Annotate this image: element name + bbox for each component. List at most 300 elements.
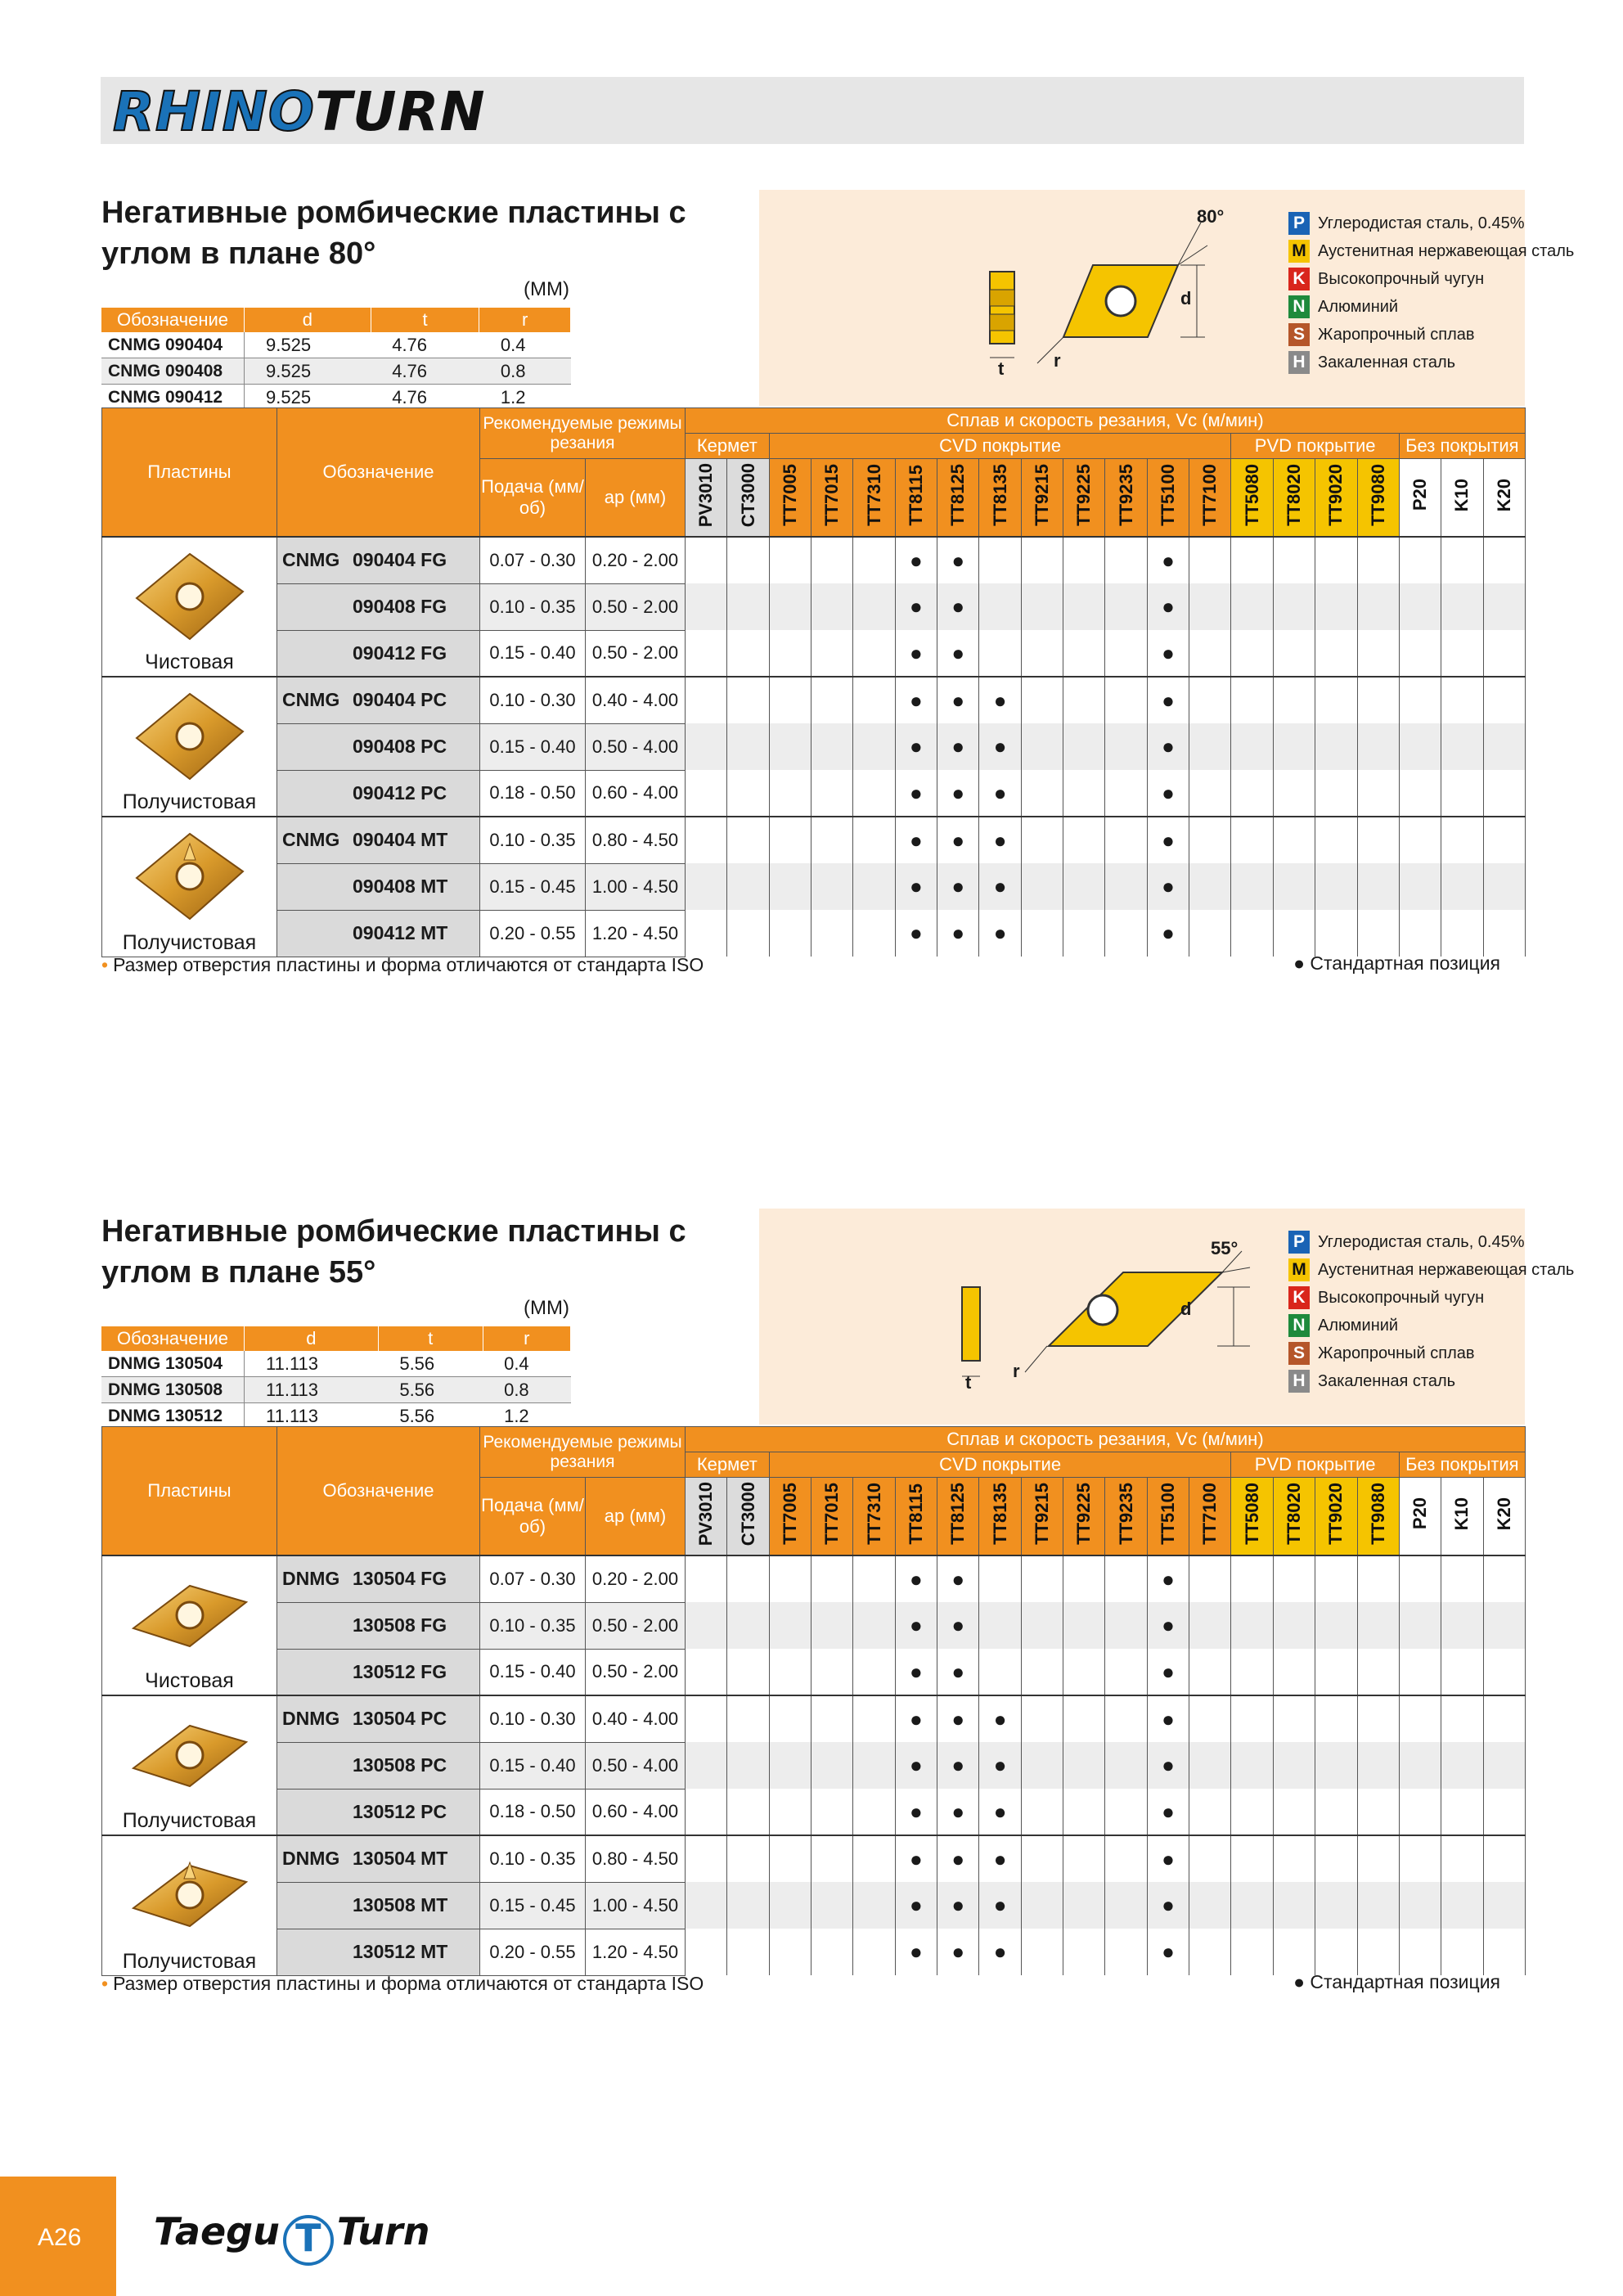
grade-cell bbox=[1105, 677, 1147, 723]
grade-cell bbox=[1231, 770, 1273, 817]
spec-cell: 11.113 bbox=[245, 1351, 379, 1377]
grade-cell bbox=[1315, 1649, 1357, 1695]
grade-cell bbox=[769, 1649, 811, 1695]
legend-label: Алюминий bbox=[1318, 1316, 1399, 1335]
series-label: DNMG bbox=[282, 1568, 340, 1590]
section-title-line2: углом в плане 80° bbox=[101, 236, 376, 271]
grade-header-k10 bbox=[1441, 459, 1483, 538]
brand-logo: RHINOTURN bbox=[113, 80, 486, 143]
grade-cell bbox=[1021, 1555, 1063, 1602]
grade-cell bbox=[853, 817, 895, 863]
feed-cell: 0.15 - 0.45 bbox=[480, 863, 586, 910]
standard-dot: ● bbox=[1147, 1602, 1189, 1649]
grade-label: PV3010 bbox=[695, 462, 717, 528]
legend-label: Аустенитная нержавеющая сталь bbox=[1318, 241, 1575, 260]
grade-header-tt9080 bbox=[1357, 459, 1399, 538]
grade-cell bbox=[1189, 1555, 1231, 1602]
standard-dot: ● bbox=[937, 630, 979, 677]
grade-cell bbox=[1273, 1695, 1315, 1742]
code-label: 090412 PC bbox=[353, 781, 447, 804]
grade-cell bbox=[1231, 1695, 1273, 1742]
grade-cell bbox=[1273, 723, 1315, 770]
designation-cell bbox=[277, 910, 480, 957]
standard-dot: ● bbox=[895, 1929, 937, 1975]
legend-item bbox=[1288, 1256, 1574, 1284]
grade-cell bbox=[769, 770, 811, 817]
legend-label: Углеродистая сталь, 0.45% bbox=[1318, 214, 1525, 232]
grade-header-tt9080 bbox=[1357, 1478, 1399, 1556]
grade-cell bbox=[812, 817, 853, 863]
spec-cell: DNMG 130508 bbox=[101, 1377, 245, 1403]
grade-cell bbox=[1399, 1882, 1441, 1929]
grade-cell bbox=[1357, 1929, 1399, 1975]
grade-cell bbox=[1231, 1789, 1273, 1835]
grade-cell bbox=[1399, 583, 1441, 630]
grade-cell bbox=[1273, 817, 1315, 863]
units-label: (ММ) bbox=[524, 278, 569, 300]
grade-cell bbox=[1063, 537, 1105, 583]
grade-cell bbox=[727, 1602, 769, 1649]
grade-cell bbox=[1273, 863, 1315, 910]
grade-cell bbox=[1273, 583, 1315, 630]
grade-cell bbox=[1357, 537, 1399, 583]
grade-cell bbox=[686, 863, 727, 910]
grade-label: K10 bbox=[1451, 478, 1472, 512]
grade-cell bbox=[1441, 1649, 1483, 1695]
grade-label: TT9080 bbox=[1367, 464, 1388, 526]
standard-dot: ● bbox=[937, 1649, 979, 1695]
standard-dot: ● bbox=[979, 677, 1021, 723]
cutting-type-label: Получистовая bbox=[122, 1949, 257, 1973]
legend-letter: H bbox=[1288, 1370, 1310, 1393]
grade-cell bbox=[1357, 1602, 1399, 1649]
grade-cell bbox=[1399, 910, 1441, 957]
grade-cell bbox=[769, 1742, 811, 1789]
grade-cell bbox=[769, 910, 811, 957]
grade-header-tt9235 bbox=[1105, 1478, 1147, 1556]
code-label: 130512 FG bbox=[353, 1660, 447, 1682]
grade-cell bbox=[686, 583, 727, 630]
grade-cell bbox=[812, 1649, 853, 1695]
grade-cell bbox=[1021, 583, 1063, 630]
spec-cell: 0.8 bbox=[479, 358, 571, 385]
grade-label: TT9235 bbox=[1115, 464, 1136, 526]
dim-r-label: r bbox=[1054, 350, 1061, 371]
standard-dot: ● bbox=[895, 817, 937, 863]
recommended-header: Рекомендуемые режимы резания bbox=[480, 1427, 686, 1478]
grade-cell bbox=[1105, 1789, 1147, 1835]
standard-dot: ● bbox=[979, 863, 1021, 910]
grade-cell bbox=[853, 1789, 895, 1835]
grade-label: TT8020 bbox=[1283, 1483, 1304, 1545]
grade-cell bbox=[812, 1929, 853, 1975]
code-label: 090408 FG bbox=[353, 596, 447, 617]
grade-header-k20 bbox=[1483, 1478, 1525, 1556]
spec-cell: 0.8 bbox=[483, 1377, 570, 1403]
grade-cell bbox=[1189, 1929, 1231, 1975]
standard-dot: ● bbox=[895, 583, 937, 630]
grade-cell bbox=[1189, 910, 1231, 957]
feed-cell: 0.15 - 0.45 bbox=[480, 1882, 586, 1929]
iso-note bbox=[101, 954, 704, 976]
designation-cell bbox=[277, 583, 480, 630]
grade-cell bbox=[1105, 537, 1147, 583]
designation-cell bbox=[277, 863, 480, 910]
legend-label: Жаропрочный сплав bbox=[1318, 325, 1475, 344]
grade-cell bbox=[1063, 1602, 1105, 1649]
grade-cell bbox=[1105, 863, 1147, 910]
grade-cell bbox=[1063, 770, 1105, 817]
standard-dot: ● bbox=[895, 630, 937, 677]
grade-header-tt7015 bbox=[812, 459, 853, 538]
designation-cell bbox=[277, 537, 480, 583]
grade-cell bbox=[853, 1649, 895, 1695]
grade-header-tt8125 bbox=[937, 1478, 979, 1556]
grade-cell bbox=[1399, 1555, 1441, 1602]
grade-cell bbox=[1441, 630, 1483, 677]
legend-item bbox=[1288, 1228, 1574, 1256]
grade-label: TT7100 bbox=[1199, 1483, 1221, 1545]
table-row bbox=[102, 1789, 1526, 1835]
grade-cell bbox=[812, 1742, 853, 1789]
grade-cell bbox=[1021, 1835, 1063, 1882]
recommended-header: Рекомендуемые режимы резания bbox=[480, 408, 686, 459]
designation-header: Обозначение bbox=[277, 408, 480, 538]
standard-dot: ● bbox=[895, 1695, 937, 1742]
grade-cell bbox=[727, 1555, 769, 1602]
grade-header-tt7015 bbox=[812, 1478, 853, 1556]
insert-image-cell bbox=[102, 677, 277, 817]
grade-cell bbox=[1105, 1835, 1147, 1882]
grade-header-tt7310 bbox=[853, 459, 895, 538]
code-label: 090412 MT bbox=[353, 922, 448, 943]
grade-header-tt8020 bbox=[1273, 459, 1315, 538]
grade-cell bbox=[769, 817, 811, 863]
grade-cell bbox=[1189, 1835, 1231, 1882]
grade-cell bbox=[1315, 1882, 1357, 1929]
table-row bbox=[102, 770, 1526, 817]
grade-cell bbox=[1021, 770, 1063, 817]
legend-letter: P bbox=[1288, 1231, 1310, 1254]
grade-cell bbox=[1063, 630, 1105, 677]
insert-dimension-diagram bbox=[759, 1209, 1283, 1425]
spec-header-row bbox=[101, 1326, 571, 1351]
grade-cell bbox=[1357, 1649, 1399, 1695]
code-label: 130508 FG bbox=[353, 1614, 447, 1636]
grade-header-tt5080 bbox=[1231, 459, 1273, 538]
footer-logo: Taegu T Turn bbox=[154, 2209, 429, 2266]
grade-cell bbox=[1273, 630, 1315, 677]
standard-dot: ● bbox=[937, 583, 979, 630]
grade-cell bbox=[1063, 1649, 1105, 1695]
spec-cell: 9.525 bbox=[245, 358, 371, 385]
grade-cell bbox=[1063, 910, 1105, 957]
grade-cell bbox=[1105, 583, 1147, 630]
cutting-type-label: Получистовая bbox=[122, 930, 257, 954]
insert-image-cell bbox=[102, 817, 277, 957]
grade-cell bbox=[979, 1602, 1021, 1649]
designation-cell bbox=[277, 1695, 480, 1742]
grade-cell bbox=[1021, 910, 1063, 957]
standard-dot: ● bbox=[1147, 1695, 1189, 1742]
ap-cell: 0.50 - 2.00 bbox=[586, 1602, 686, 1649]
grade-cell bbox=[1273, 1882, 1315, 1929]
spec-header-row bbox=[101, 308, 571, 332]
designation-cell bbox=[277, 1882, 480, 1929]
grade-cell bbox=[1231, 723, 1273, 770]
grade-cell bbox=[1315, 583, 1357, 630]
grade-cell bbox=[727, 1789, 769, 1835]
grade-cell bbox=[686, 537, 727, 583]
material-legend bbox=[1288, 1228, 1574, 1395]
grade-cell bbox=[1399, 1789, 1441, 1835]
grade-cell bbox=[1315, 677, 1357, 723]
ap-header: ap (мм) bbox=[586, 459, 686, 538]
spec-header-cell: t bbox=[378, 1326, 483, 1351]
standard-dot: ● bbox=[895, 1882, 937, 1929]
grade-cell bbox=[853, 630, 895, 677]
standard-dot: ● bbox=[937, 677, 979, 723]
grade-cell bbox=[1063, 1695, 1105, 1742]
grade-header-tt8020 bbox=[1273, 1478, 1315, 1556]
standard-dot: ● bbox=[895, 770, 937, 817]
insert-image-cell bbox=[102, 1555, 277, 1695]
code-label: 130504 FG bbox=[353, 1568, 447, 1590]
grade-cell bbox=[812, 863, 853, 910]
grade-label: CT3000 bbox=[737, 1481, 758, 1546]
standard-dot: ● bbox=[979, 1835, 1021, 1882]
cvd-header: CVD покрытие bbox=[769, 434, 1231, 459]
section-title-line2: углом в плане 55° bbox=[101, 1255, 376, 1290]
grade-header-pv3010 bbox=[686, 459, 727, 538]
grade-header-tt8115 bbox=[895, 459, 937, 538]
grade-label: TT5100 bbox=[1157, 1483, 1178, 1545]
grade-cell bbox=[1357, 583, 1399, 630]
grade-cell bbox=[1315, 1555, 1357, 1602]
grade-cell bbox=[1231, 1555, 1273, 1602]
spec-cell: 4.76 bbox=[371, 332, 479, 358]
grade-cell bbox=[1357, 910, 1399, 957]
grade-cell bbox=[1021, 1789, 1063, 1835]
grade-cell bbox=[1315, 770, 1357, 817]
legend-letter: H bbox=[1288, 351, 1310, 374]
spec-cell: 5.56 bbox=[378, 1377, 483, 1403]
grade-cell bbox=[686, 677, 727, 723]
feed-cell: 0.10 - 0.35 bbox=[480, 1835, 586, 1882]
grade-cell bbox=[1105, 1649, 1147, 1695]
grade-cell bbox=[686, 1742, 727, 1789]
grade-label: K20 bbox=[1493, 1497, 1514, 1531]
designation-cell bbox=[277, 770, 480, 817]
standard-dot: ● bbox=[979, 1929, 1021, 1975]
grade-label: TT8125 bbox=[947, 464, 969, 526]
grade-cell bbox=[1441, 537, 1483, 583]
grade-cell bbox=[1105, 817, 1147, 863]
grade-cell bbox=[1441, 1789, 1483, 1835]
grade-cell bbox=[1273, 537, 1315, 583]
spec-cell: 4.76 bbox=[371, 358, 479, 385]
grade-cell bbox=[1021, 863, 1063, 910]
grade-label: TT7015 bbox=[821, 1483, 843, 1545]
note-bullet: • bbox=[101, 954, 109, 975]
grade-cell bbox=[1273, 1789, 1315, 1835]
grade-cell bbox=[1063, 1882, 1105, 1929]
grade-cell bbox=[1483, 817, 1525, 863]
feed-cell: 0.15 - 0.40 bbox=[480, 1742, 586, 1789]
table-row bbox=[102, 677, 1526, 723]
grade-cell bbox=[1189, 1742, 1231, 1789]
grade-cell bbox=[1399, 677, 1441, 723]
grade-cell bbox=[979, 1649, 1021, 1695]
standard-dot: ● bbox=[1147, 1742, 1189, 1789]
feed-header: Подача (мм/об) bbox=[480, 459, 586, 538]
grade-header-k10 bbox=[1441, 1478, 1483, 1556]
pvd-header: PVD покрытие bbox=[1231, 1452, 1399, 1478]
grade-cell bbox=[979, 1555, 1021, 1602]
grade-cell bbox=[1063, 677, 1105, 723]
code-label: 090412 FG bbox=[353, 642, 447, 664]
legend-label: Высокопрочный чугун bbox=[1318, 269, 1485, 288]
grade-label: P20 bbox=[1409, 479, 1431, 511]
grade-cell bbox=[1483, 1882, 1525, 1929]
code-label: 130512 MT bbox=[353, 1941, 448, 1962]
grade-header-tt9235 bbox=[1105, 459, 1147, 538]
spec-cell: 9.525 bbox=[245, 332, 371, 358]
grade-cell bbox=[1273, 1649, 1315, 1695]
grade-label: TT7005 bbox=[779, 1483, 800, 1545]
feed-cell: 0.10 - 0.35 bbox=[480, 583, 586, 630]
feed-cell: 0.20 - 0.55 bbox=[480, 910, 586, 957]
section-55 bbox=[0, 1117, 1623, 2140]
grade-cell bbox=[1441, 863, 1483, 910]
dim-d-label: d bbox=[1180, 288, 1192, 308]
grade-cell bbox=[1231, 1929, 1273, 1975]
grade-cell bbox=[1231, 537, 1273, 583]
grade-label: TT5100 bbox=[1157, 464, 1178, 526]
grade-cell bbox=[686, 1555, 727, 1602]
grade-label: K10 bbox=[1451, 1497, 1472, 1531]
grade-cell bbox=[1441, 583, 1483, 630]
designation-cell bbox=[277, 817, 480, 863]
standard-dot: ● bbox=[1147, 723, 1189, 770]
ap-cell: 0.20 - 2.00 bbox=[586, 537, 686, 583]
insert-image-cell bbox=[102, 1695, 277, 1835]
standard-dot: ● bbox=[1147, 583, 1189, 630]
standard-dot: ● bbox=[895, 1602, 937, 1649]
section-title bbox=[101, 1211, 686, 1293]
grade-cell bbox=[853, 723, 895, 770]
code-label: 090404 FG bbox=[353, 549, 447, 571]
spec-cell: 11.113 bbox=[245, 1377, 379, 1403]
grade-cell bbox=[1441, 1742, 1483, 1789]
grade-cell bbox=[1063, 1835, 1105, 1882]
grade-cell bbox=[1483, 677, 1525, 723]
standard-dot: ● bbox=[1147, 910, 1189, 957]
grade-cell bbox=[853, 910, 895, 957]
grade-cell bbox=[1231, 677, 1273, 723]
standard-dot: ● bbox=[1147, 677, 1189, 723]
code-label: 130508 MT bbox=[353, 1894, 448, 1916]
grade-label: TT7005 bbox=[779, 464, 800, 526]
units-label: (ММ) bbox=[524, 1297, 569, 1319]
grade-header-tt9225 bbox=[1063, 1478, 1105, 1556]
pvd-header: PVD покрытие bbox=[1231, 434, 1399, 459]
feed-cell: 0.10 - 0.30 bbox=[480, 677, 586, 723]
grade-header-p20 bbox=[1399, 1478, 1441, 1556]
grade-header-tt9225 bbox=[1063, 459, 1105, 538]
uncoated-header: Без покрытия bbox=[1399, 1452, 1525, 1478]
grade-cell bbox=[1441, 1555, 1483, 1602]
grade-header-tt7100 bbox=[1189, 1478, 1231, 1556]
grade-cell bbox=[853, 1695, 895, 1742]
grade-cell bbox=[1189, 817, 1231, 863]
grade-cell bbox=[1273, 1602, 1315, 1649]
grade-cell bbox=[1441, 1882, 1483, 1929]
iso-note bbox=[101, 1973, 704, 1995]
feed-cell: 0.07 - 0.30 bbox=[480, 537, 586, 583]
uncoated-header: Без покрытия bbox=[1399, 434, 1525, 459]
grade-cell bbox=[1357, 630, 1399, 677]
grade-cell bbox=[769, 1882, 811, 1929]
grade-cell bbox=[1483, 1555, 1525, 1602]
grade-label: TT8115 bbox=[905, 464, 926, 526]
grade-cell bbox=[1021, 630, 1063, 677]
grade-cell bbox=[1399, 1695, 1441, 1742]
grade-cell bbox=[1315, 1789, 1357, 1835]
grade-cell bbox=[727, 910, 769, 957]
grade-cell bbox=[812, 537, 853, 583]
inserts-header: Пластины bbox=[102, 1427, 277, 1556]
standard-dot: ● bbox=[895, 1555, 937, 1602]
grade-header-tt5100 bbox=[1147, 1478, 1189, 1556]
grade-cell bbox=[979, 537, 1021, 583]
grade-header-tt9020 bbox=[1315, 1478, 1357, 1556]
grade-label: TT7310 bbox=[863, 1483, 884, 1545]
grade-cell bbox=[1273, 1929, 1315, 1975]
ap-cell: 0.80 - 4.50 bbox=[586, 1835, 686, 1882]
spec-row bbox=[101, 1403, 571, 1429]
insert-image-icon bbox=[132, 1568, 248, 1663]
grade-cell bbox=[1273, 677, 1315, 723]
grade-cell bbox=[1357, 1789, 1399, 1835]
grade-cell bbox=[1231, 1882, 1273, 1929]
grade-cell bbox=[812, 1835, 853, 1882]
grade-cell bbox=[853, 1602, 895, 1649]
grade-cell bbox=[1063, 863, 1105, 910]
standard-dot: ● bbox=[1147, 1929, 1189, 1975]
grade-cell bbox=[1063, 1555, 1105, 1602]
grade-cell bbox=[1357, 1882, 1399, 1929]
dim-r-label: r bbox=[1013, 1361, 1020, 1381]
section-title bbox=[101, 192, 686, 274]
legend-item bbox=[1288, 1284, 1574, 1312]
grade-header-tt9215 bbox=[1021, 1478, 1063, 1556]
grade-cell bbox=[1189, 1649, 1231, 1695]
grade-cell bbox=[686, 770, 727, 817]
grade-cell bbox=[1441, 817, 1483, 863]
table-row bbox=[102, 1882, 1526, 1929]
grade-label: TT9080 bbox=[1367, 1483, 1388, 1545]
feed-cell: 0.15 - 0.40 bbox=[480, 630, 586, 677]
standard-dot: ● bbox=[895, 1649, 937, 1695]
grade-cell bbox=[853, 1882, 895, 1929]
grade-cell bbox=[1483, 1789, 1525, 1835]
cutting-type-label: Получистовая bbox=[122, 790, 257, 813]
series-label: CNMG bbox=[282, 689, 340, 711]
grade-cell bbox=[727, 1649, 769, 1695]
ap-cell: 0.60 - 4.00 bbox=[586, 1789, 686, 1835]
grade-cell bbox=[1399, 1649, 1441, 1695]
